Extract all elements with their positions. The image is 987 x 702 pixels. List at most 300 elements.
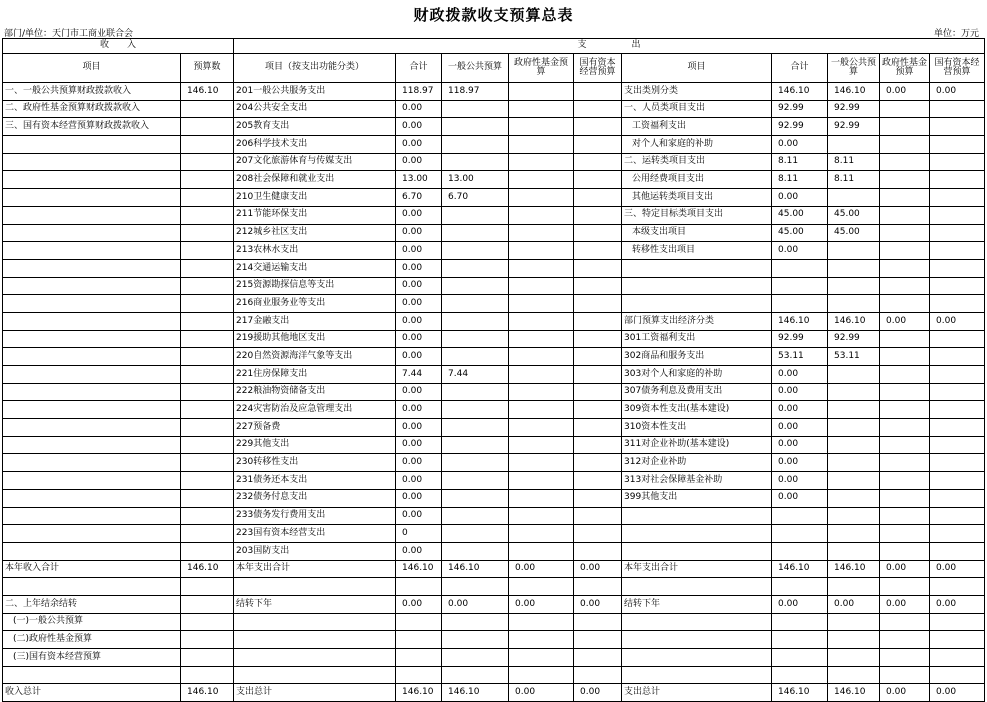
table-cell	[828, 507, 880, 525]
table-row	[3, 206, 985, 224]
table-cell: 221住房保障支出	[234, 366, 396, 384]
table-cell	[509, 259, 574, 277]
table-row	[3, 613, 985, 631]
table-cell	[442, 277, 509, 295]
table-cell: 0.00	[828, 595, 880, 613]
table-cell: 307债务利息及费用支出	[622, 383, 772, 401]
table-cell	[181, 242, 234, 260]
table-cell	[509, 631, 574, 649]
table-cell: 118.97	[396, 83, 442, 101]
table-cell: 收入总计	[3, 684, 181, 702]
table-cell: 146.10	[396, 560, 442, 578]
table-cell	[3, 666, 181, 684]
table-cell: 三、国有资本经营预算财政拨款收入	[3, 118, 181, 136]
table-cell	[772, 578, 828, 596]
table-cell	[828, 259, 880, 277]
table-cell	[880, 277, 930, 295]
table-cell	[509, 649, 574, 667]
table-cell	[442, 419, 509, 437]
table-cell: 303对个人和家庭的补助	[622, 366, 772, 384]
table-cell	[574, 489, 622, 507]
table-cell: 0.00	[574, 684, 622, 702]
table-cell	[509, 312, 574, 330]
table-cell	[828, 277, 880, 295]
column-header: 合计	[396, 54, 442, 83]
table-cell	[622, 649, 772, 667]
section-header-row	[3, 39, 985, 54]
table-cell	[3, 436, 181, 454]
table-cell	[880, 118, 930, 136]
table-cell	[3, 224, 181, 242]
table-cell: 支出类别分类	[622, 83, 772, 101]
table-cell	[828, 436, 880, 454]
table-cell: 206科学技术支出	[234, 136, 396, 154]
table-cell	[509, 472, 574, 490]
table-cell	[442, 454, 509, 472]
table-cell	[442, 295, 509, 313]
table-cell	[234, 631, 396, 649]
table-cell	[622, 631, 772, 649]
table-cell	[181, 312, 234, 330]
table-cell	[880, 401, 930, 419]
table-cell: 92.99	[772, 118, 828, 136]
table-cell	[396, 613, 442, 631]
table-cell: 92.99	[772, 100, 828, 118]
table-cell: (二)政府性基金预算	[3, 631, 181, 649]
table-cell	[181, 118, 234, 136]
table-cell	[3, 472, 181, 490]
table-cell	[181, 507, 234, 525]
table-cell: 0.00	[772, 595, 828, 613]
table-cell	[574, 83, 622, 101]
table-row	[3, 171, 985, 189]
table-cell	[880, 171, 930, 189]
table-cell: 三、特定目标类项目支出	[622, 206, 772, 224]
table-cell: 0.00	[880, 595, 930, 613]
table-cell	[509, 454, 574, 472]
table-cell: 223国有资本经营支出	[234, 525, 396, 543]
table-cell	[574, 454, 622, 472]
column-header: 政府性基金预算	[509, 54, 574, 83]
table-cell: 146.10	[442, 684, 509, 702]
table-cell: 217金融支出	[234, 312, 396, 330]
table-cell	[3, 542, 181, 560]
table-cell: 0.00	[930, 312, 985, 330]
table-cell	[442, 153, 509, 171]
table-cell: 0	[396, 525, 442, 543]
table-cell	[396, 578, 442, 596]
table-cell	[396, 631, 442, 649]
table-cell	[880, 542, 930, 560]
table-row	[3, 259, 985, 277]
table-cell	[442, 649, 509, 667]
table-cell	[442, 578, 509, 596]
table-cell	[181, 171, 234, 189]
table-cell	[880, 136, 930, 154]
table-cell	[930, 118, 985, 136]
table-cell	[3, 330, 181, 348]
table-cell	[509, 401, 574, 419]
table-cell	[509, 383, 574, 401]
table-row	[3, 472, 985, 490]
table-cell: 本年支出合计	[234, 560, 396, 578]
table-cell: 213农林水支出	[234, 242, 396, 260]
table-cell	[442, 383, 509, 401]
table-cell	[509, 242, 574, 260]
table-cell: 211节能环保支出	[234, 206, 396, 224]
table-cell	[930, 525, 985, 543]
table-cell	[181, 666, 234, 684]
table-cell	[181, 649, 234, 667]
table-cell	[574, 330, 622, 348]
table-cell	[574, 277, 622, 295]
table-cell	[880, 366, 930, 384]
table-cell	[622, 259, 772, 277]
table-cell	[181, 206, 234, 224]
table-cell	[3, 578, 181, 596]
table-cell	[3, 242, 181, 260]
table-cell: 146.10	[772, 684, 828, 702]
table-cell	[828, 472, 880, 490]
income-section-header: 收 入	[3, 39, 234, 54]
report-title: 财政拨款收支预算总表	[413, 6, 574, 24]
table-cell: 92.99	[828, 118, 880, 136]
table-cell	[574, 542, 622, 560]
table-cell	[509, 100, 574, 118]
table-cell: 233债务发行费用支出	[234, 507, 396, 525]
table-cell	[3, 489, 181, 507]
table-cell	[574, 613, 622, 631]
table-cell	[3, 277, 181, 295]
table-cell: 215资源勘探信息等支出	[234, 277, 396, 295]
table-cell	[442, 224, 509, 242]
table-cell	[880, 631, 930, 649]
table-cell: 146.10	[396, 684, 442, 702]
table-cell: 0.00	[772, 383, 828, 401]
table-row	[3, 489, 985, 507]
table-cell	[3, 507, 181, 525]
table-cell	[930, 242, 985, 260]
table-cell	[622, 507, 772, 525]
table-cell: 0.00	[396, 118, 442, 136]
table-cell	[181, 348, 234, 366]
table-cell: 219援助其他地区支出	[234, 330, 396, 348]
table-cell: 13.00	[442, 171, 509, 189]
table-cell: 310资本性支出	[622, 419, 772, 437]
table-cell	[622, 666, 772, 684]
table-cell	[442, 136, 509, 154]
table-cell	[880, 578, 930, 596]
table-cell	[442, 118, 509, 136]
table-cell	[622, 542, 772, 560]
table-cell: 230转移性支出	[234, 454, 396, 472]
table-cell: 二、运转类项目支出	[622, 153, 772, 171]
table-cell	[880, 224, 930, 242]
table-cell	[828, 419, 880, 437]
table-cell: 0.00	[509, 595, 574, 613]
table-cell: 0.00	[772, 401, 828, 419]
table-cell	[930, 631, 985, 649]
table-cell	[622, 295, 772, 313]
table-cell: 0.00	[772, 472, 828, 490]
unit-label: 单位：万元	[933, 29, 979, 39]
table-cell: 0.00	[396, 472, 442, 490]
table-cell	[509, 489, 574, 507]
table-row	[3, 242, 985, 260]
table-cell: 0.00	[396, 507, 442, 525]
table-cell: 0.00	[442, 595, 509, 613]
table-cell	[3, 312, 181, 330]
table-cell	[828, 578, 880, 596]
table-cell: 0.00	[772, 242, 828, 260]
table-cell	[181, 153, 234, 171]
table-cell	[828, 189, 880, 207]
table-cell	[880, 189, 930, 207]
table-cell: 0.00	[396, 312, 442, 330]
table-cell: 8.11	[772, 153, 828, 171]
table-cell	[574, 419, 622, 437]
table-cell: 146.10	[181, 83, 234, 101]
table-cell: 0.00	[396, 489, 442, 507]
table-cell: 0.00	[396, 206, 442, 224]
table-cell	[509, 436, 574, 454]
table-cell: 支出总计	[622, 684, 772, 702]
table-cell: 146.10	[772, 83, 828, 101]
table-cell	[442, 525, 509, 543]
table-cell: 一、一般公共预算财政拨款收入	[3, 83, 181, 101]
table-cell	[509, 419, 574, 437]
table-cell	[880, 666, 930, 684]
table-cell	[880, 295, 930, 313]
table-cell: 0.00	[396, 436, 442, 454]
table-cell	[880, 348, 930, 366]
table-cell: 0.00	[396, 242, 442, 260]
table-cell	[574, 366, 622, 384]
table-cell: 公用经费项目支出	[622, 171, 772, 189]
table-cell: 工资福利支出	[622, 118, 772, 136]
table-cell: 7.44	[396, 366, 442, 384]
column-header: 项目	[622, 54, 772, 83]
table-cell: 6.70	[396, 189, 442, 207]
table-cell	[574, 136, 622, 154]
table-cell	[930, 330, 985, 348]
table-cell	[880, 330, 930, 348]
table-cell: 0.00	[772, 489, 828, 507]
table-cell	[930, 578, 985, 596]
table-cell	[3, 206, 181, 224]
table-cell	[772, 259, 828, 277]
table-row	[3, 401, 985, 419]
table-cell: 8.11	[828, 171, 880, 189]
table-cell	[509, 206, 574, 224]
table-cell	[880, 100, 930, 118]
table-row	[3, 684, 985, 702]
table-cell: 0.00	[396, 330, 442, 348]
table-cell	[442, 631, 509, 649]
table-cell	[828, 613, 880, 631]
table-cell: 部门预算支出经济分类	[622, 312, 772, 330]
table-cell	[930, 100, 985, 118]
table-cell	[181, 277, 234, 295]
table-cell: 0.00	[880, 312, 930, 330]
table-cell	[828, 383, 880, 401]
table-cell	[772, 507, 828, 525]
table-cell	[442, 401, 509, 419]
table-cell: 302商品和服务支出	[622, 348, 772, 366]
table-cell: 222粮油物资储备支出	[234, 383, 396, 401]
table-cell	[3, 454, 181, 472]
table-cell	[509, 295, 574, 313]
table-cell: 8.11	[772, 171, 828, 189]
table-row	[3, 224, 985, 242]
table-cell	[181, 436, 234, 454]
table-cell: 一、人员类项目支出	[622, 100, 772, 118]
table-cell: 0.00	[396, 542, 442, 560]
table-cell	[442, 436, 509, 454]
table-cell	[234, 666, 396, 684]
table-cell: 0.00	[396, 153, 442, 171]
table-cell: 146.10	[442, 560, 509, 578]
table-cell	[930, 542, 985, 560]
table-cell	[930, 666, 985, 684]
table-cell	[574, 312, 622, 330]
table-cell	[880, 383, 930, 401]
table-cell	[828, 631, 880, 649]
table-cell	[442, 666, 509, 684]
table-cell	[181, 631, 234, 649]
table-cell: 结转下年	[622, 595, 772, 613]
table-cell	[396, 649, 442, 667]
table-row	[3, 436, 985, 454]
table-cell: 0.00	[772, 136, 828, 154]
table-cell	[880, 525, 930, 543]
table-cell: 203国防支出	[234, 542, 396, 560]
table-cell	[442, 206, 509, 224]
table-row	[3, 153, 985, 171]
table-cell	[930, 295, 985, 313]
table-cell	[509, 330, 574, 348]
column-header: 一般公共预算	[442, 54, 509, 83]
table-cell: 0.00	[396, 259, 442, 277]
table-cell	[181, 259, 234, 277]
table-cell	[930, 153, 985, 171]
table-cell	[880, 507, 930, 525]
table-cell	[181, 366, 234, 384]
table-cell: 232债务付息支出	[234, 489, 396, 507]
table-cell: 二、政府性基金预算财政拨款收入	[3, 100, 181, 118]
table-row	[3, 578, 985, 596]
table-cell	[772, 525, 828, 543]
table-cell: 6.70	[442, 189, 509, 207]
table-cell	[442, 312, 509, 330]
table-row	[3, 118, 985, 136]
table-cell	[181, 224, 234, 242]
table-cell	[396, 666, 442, 684]
table-cell	[181, 525, 234, 543]
table-cell	[574, 189, 622, 207]
table-cell	[880, 259, 930, 277]
table-cell	[234, 578, 396, 596]
table-row	[3, 136, 985, 154]
column-header: 国有资本经营预算	[930, 54, 985, 83]
table-cell	[574, 153, 622, 171]
expense-section-header: 支 出	[234, 39, 985, 54]
table-cell	[509, 189, 574, 207]
table-cell	[622, 578, 772, 596]
table-cell	[930, 454, 985, 472]
table-row	[3, 631, 985, 649]
table-cell	[509, 666, 574, 684]
table-cell	[181, 578, 234, 596]
table-cell	[574, 578, 622, 596]
table-cell: 313对社会保障基金补助	[622, 472, 772, 490]
table-cell: 45.00	[828, 206, 880, 224]
table-cell: 118.97	[442, 83, 509, 101]
table-cell	[930, 259, 985, 277]
table-cell	[442, 507, 509, 525]
table-cell	[509, 578, 574, 596]
table-cell	[234, 613, 396, 631]
table-cell: 0.00	[930, 684, 985, 702]
table-cell	[442, 472, 509, 490]
table-cell: 146.10	[828, 560, 880, 578]
table-cell: 0.00	[930, 595, 985, 613]
table-cell	[574, 171, 622, 189]
table-cell: 146.10	[828, 684, 880, 702]
table-cell	[930, 224, 985, 242]
table-cell	[574, 383, 622, 401]
table-cell: 对个人和家庭的补助	[622, 136, 772, 154]
table-cell	[930, 383, 985, 401]
table-body	[3, 83, 985, 702]
table-cell: 0.00	[396, 277, 442, 295]
table-cell	[828, 136, 880, 154]
table-cell: 0.00	[396, 295, 442, 313]
table-cell	[181, 401, 234, 419]
table-cell	[509, 118, 574, 136]
table-row	[3, 100, 985, 118]
table-cell	[880, 436, 930, 454]
table-row	[3, 542, 985, 560]
table-cell	[828, 489, 880, 507]
table-cell: 399其他支出	[622, 489, 772, 507]
table-cell	[181, 489, 234, 507]
table-cell	[622, 525, 772, 543]
table-cell	[3, 259, 181, 277]
table-cell: 0.00	[396, 383, 442, 401]
table-cell: 201一般公共服务支出	[234, 83, 396, 101]
table-cell	[509, 542, 574, 560]
table-row	[3, 189, 985, 207]
table-cell	[772, 277, 828, 295]
table-cell: 216商业服务业等支出	[234, 295, 396, 313]
table-cell	[930, 136, 985, 154]
table-cell	[930, 489, 985, 507]
table-cell	[930, 649, 985, 667]
table-cell	[3, 295, 181, 313]
column-header: 预算数	[181, 54, 234, 83]
table-cell: 0.00	[509, 560, 574, 578]
table-cell	[772, 295, 828, 313]
column-header: 政府性基金预算	[880, 54, 930, 83]
department-label: 部门/单位：天门市工商业联合会	[4, 29, 134, 39]
table-cell: 转移性支出项目	[622, 242, 772, 260]
table-cell	[509, 348, 574, 366]
table-cell	[930, 436, 985, 454]
table-cell	[181, 454, 234, 472]
table-cell: 309资本性支出(基本建设)	[622, 401, 772, 419]
table-row	[3, 454, 985, 472]
